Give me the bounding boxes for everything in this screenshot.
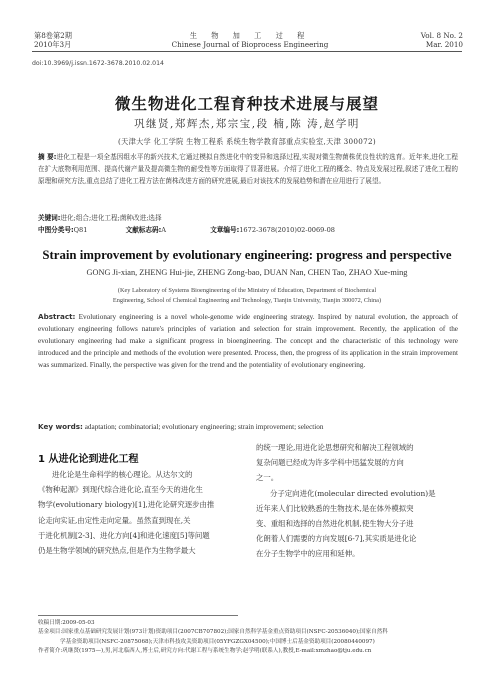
clc-label: 中图分类号:: [38, 226, 74, 234]
section-1-left-column: [38, 467, 238, 558]
right-col-line: 变、重组和选择的自然进化机制,使生物大分子进: [256, 519, 414, 529]
keywords-cn-label: 关键词:: [38, 214, 61, 222]
left-col-line: 《物种起源》到现代综合进化论,直至今天的进化生: [38, 485, 203, 495]
right-col-line: 在分子生物学中的应用和延伸。: [256, 549, 360, 559]
abstract-cn-text: 进化工程是一项全基因组水平的新兴技术,它通过模拟自然进化中的变异和选择过程,实现对微生物菌株优良性状的选育。近年来,进化工程在扩大底物利用范围、提高代谢产量及提高微生物的耐受性等方面取得了显著进展。介绍了进化工程的概念、特点及发展过程,叙述了进化工程的原理和研究方法,重点总结了进化工程方法在菌株改进方面的研究进展,最后对该技术的发展趋势和潜在应用进行了展望。: [38, 153, 458, 185]
doc-code-label: 文献标志码:: [125, 226, 162, 234]
doc-code-value: A: [161, 226, 166, 234]
header-date: 2010年3月: [34, 40, 72, 49]
affiliation-en-line2: Engineering, School of Chemical Engineering and Technology, Tianjin University, Tianjin 300072, China): [112, 297, 382, 304]
journal-volume-issue: [34, 31, 72, 49]
doi: doi:10.3969/j.issn.1672-3678.2010.02.014: [32, 60, 164, 67]
header-vol-en: Vol. 8 No. 2: [420, 31, 463, 40]
left-col-line: 于进化机制[2-3]、进化方向[4]和进化速度[5]等问题: [38, 530, 210, 540]
right-col-line: 近年来人们比较熟悉的生物技术,是在体外模拟突: [256, 503, 414, 513]
header-date-en: Mar. 2010: [425, 40, 463, 49]
authors-cn: 巩继贤,郑辉杰,郑宗宝,段 楠,陈 涛,赵学明: [134, 118, 360, 130]
right-col-line: 分子定向进化(molecular directed evolution)是: [270, 488, 436, 498]
footnotes: [38, 619, 460, 657]
footnote-author: 作者简介:巩继贤(1975—),男,河北临西人,博士后,研究方向:代谢工程与系统生物学;赵学明(联系人),教授,E-mail:xmzhao@tju.edu.cn: [38, 648, 372, 655]
affiliation-en-line1: (Key Laboratory of Systems Bioengineering of the Ministry of Education, Department of Biochemical: [117, 287, 377, 294]
classification-line: [38, 224, 458, 236]
journal-vol-en: [421, 31, 463, 49]
keywords-cn: [38, 212, 458, 224]
footnote-rule: [38, 615, 238, 616]
keywords-cn-text: 进化;组合;进化工程;菌种改进;选择: [60, 214, 162, 222]
keywords-en-label: Key words:: [38, 422, 83, 431]
header-volume: 第8卷第2期: [34, 31, 72, 40]
keywords-en: [38, 421, 458, 433]
footnote-fund-2: 学基金资助项目(NSFC-20875068);天津市科技攻关资助项目(05YFGZGX04500);中国博士后基金资助项目(20080440097): [60, 638, 375, 645]
journal-title-cn: 生 物 加 工 过 程: [189, 31, 311, 40]
left-col-line: 仍是生物学领域的研究热点,但是作为生物学最大: [38, 546, 196, 556]
article-no-value: 1672-3678(2010)02-0069-08: [239, 226, 335, 234]
affiliation-cn: (天津大学 化工学院 生物工程系 系统生物学教育部重点实验室,天津 300072): [117, 137, 377, 146]
abstract-cn-label: 摘 要:: [38, 153, 57, 161]
header-rule: [32, 51, 462, 52]
left-col-line: 物学(evolutionary biology)[1],进化论研究逐步由推: [38, 500, 215, 510]
abstract-en: [38, 311, 458, 371]
right-col-line: 复杂问题已经成为许多学科中迅猛发展的方向: [256, 458, 404, 468]
right-col-line: 的统一理论,用进化论思想研究和解决工程领域的: [256, 443, 414, 452]
journal-title: [120, 31, 380, 49]
authors-en: GONG Ji-xian, ZHENG Hui-jie, ZHENG Zong-bao, DUAN Nan, CHEN Tao, ZHAO Xue-ming: [86, 268, 408, 277]
right-col-line: 之一。: [256, 473, 279, 483]
abstract-en-label: Abstract:: [38, 312, 76, 321]
abstract-cn: [38, 151, 458, 187]
left-col-line: 论走向实证,由定性走向定量。虽然直到现在,关: [38, 515, 191, 525]
keywords-en-text: adaptation; combinatorial; evolutionary engineering; strain improvement; selection: [84, 423, 324, 431]
paper-title-en: Strain improvement by evolutionary engineering: progress and perspective: [42, 248, 452, 262]
left-col-line: 进化论是生命科学的核心理论。从达尔文的: [52, 470, 193, 479]
journal-title-en: Chinese Journal of Bioprocess Engineering: [171, 40, 329, 49]
section-1-right-column: [256, 440, 456, 562]
footnote-received: 收稿日期:2009-05-03: [38, 620, 95, 626]
abstract-en-text: Evolutionary engineering is a novel whole-genome wide engineering strategy. Inspired by natural evolution, the approach of evolutionary engineering follows nature's principles of variation and selection for strain improvement. Recently, the application of the evolutionary engineering had make a significant progress in bioengineering. The concept and the characteristic of this technology were introduced and the principle and methods of the evolution were presented. Process, then, the progress of its application in the strain improvement was summarized. Finally, the perspective was given for the trend and the potentiality of evolutionary engineering.: [38, 313, 458, 369]
right-col-line: 化朗着人们需要的方向发展[6-7],其实质是进化论: [256, 534, 417, 544]
clc-value: Q81: [73, 226, 88, 234]
footnote-fund-1: 基金项目:国家重点基础研究发展计划(973计划)资助项目(2007CB707802);国家自然科学基金重点资助项目(NSFC-20536040);国家自然科: [38, 629, 388, 636]
affiliation-en: [32, 286, 462, 306]
article-no-label: 文章编号:: [210, 226, 240, 234]
section-1-heading: 1 从进化论到进化工程: [38, 454, 139, 465]
paper-title-cn: 微生物进化工程育种技术进展与展望: [114, 95, 379, 113]
